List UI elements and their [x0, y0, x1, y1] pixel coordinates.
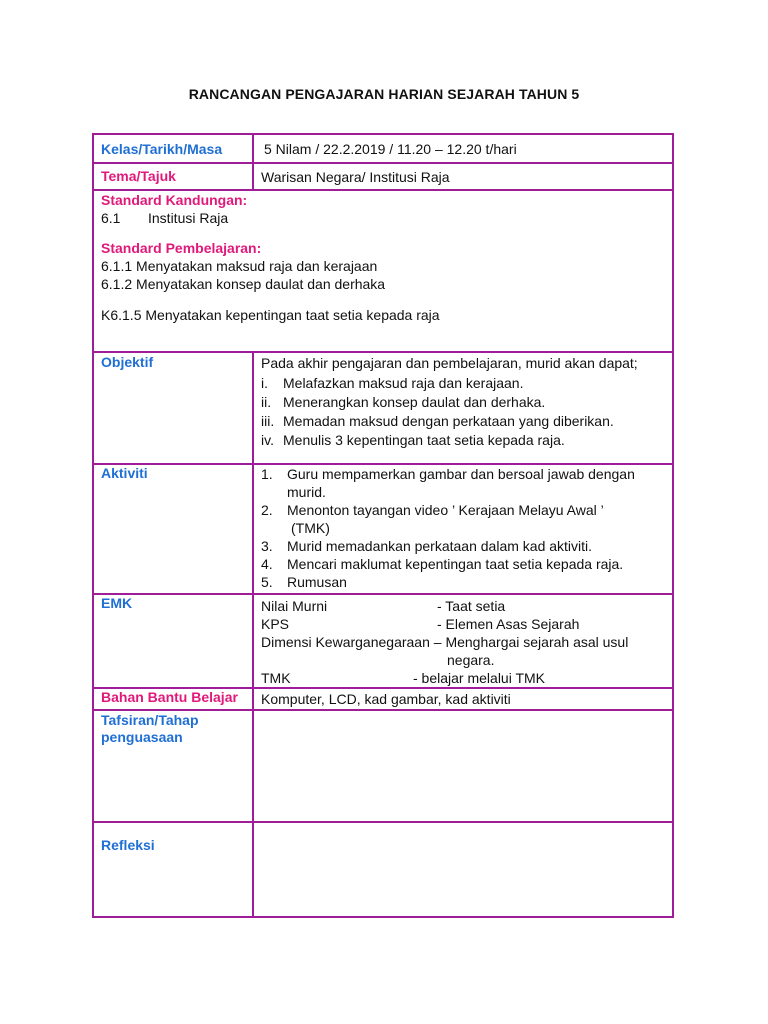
objektif-label: Objektif	[101, 354, 154, 370]
tafsiran-value-cell	[253, 710, 673, 822]
tema-value-cell	[253, 163, 673, 190]
tafsiran-value	[254, 711, 672, 716]
objektif-intro: Pada akhir pengajaran dan pembelajaran, murid akan dapat;	[261, 355, 638, 371]
emk-grid	[261, 595, 672, 633]
refleksi-label-cell	[93, 822, 253, 917]
page-title: RANCANGAN PENGAJARAN HARIAN SEJARAH TAHUN 5	[188, 86, 580, 102]
k-item: K6.1.5 Menyatakan kepentingan taat setia kepada raja	[101, 307, 440, 323]
list-item: iii. Memadan maksud dengan perkataan yang diberikan.	[261, 413, 614, 429]
objektif-value-cell	[253, 352, 673, 464]
kandungan-text: Institusi Raja	[148, 210, 229, 226]
emk-tmk-key: TMK	[261, 670, 291, 686]
row-tema	[93, 163, 673, 190]
emk-nilai-key: Nilai Murni	[261, 598, 328, 614]
aktiviti-list	[254, 465, 672, 591]
bahan-label-cell	[93, 688, 253, 710]
emk-kps-val: - Elemen Asas Sejarah	[437, 616, 580, 632]
list-item: 4. Mencari maklumat kepentingan taat setia kepada raja.	[261, 556, 624, 572]
row-emk	[93, 594, 673, 688]
kelas-value-cell	[253, 134, 673, 163]
objektif-label-cell	[93, 352, 253, 464]
emk-dimensi-cont: negara.	[447, 652, 495, 668]
aktiviti-label: Aktiviti	[101, 465, 148, 481]
refleksi-value-cell	[253, 822, 673, 917]
emk-label-cell	[93, 594, 253, 688]
bahan-value-cell	[253, 688, 673, 710]
emk-nilai-val: - Taat setia	[437, 598, 506, 614]
emk-value-cell	[253, 594, 673, 688]
emk-kps-key: KPS	[261, 616, 290, 632]
bahan-value: Komputer, LCD, kad gambar, kad aktiviti	[261, 691, 511, 707]
standard-kandungan-label: Standard Kandungan:	[101, 192, 248, 208]
row-aktiviti	[93, 464, 673, 594]
emk-label: EMK	[101, 595, 133, 611]
row-standard	[93, 190, 673, 352]
tema-label: Tema/Tajuk	[101, 168, 176, 184]
aktiviti-value-cell	[253, 464, 673, 594]
row-tafsiran	[93, 710, 673, 822]
kelas-value: 5 Nilam / 22.2.2019 / 11.20 – 12.20 t/hari	[264, 141, 517, 157]
list-item: 1. Guru mempamerkan gambar dan bersoal jawab dengan murid.	[261, 466, 635, 500]
tema-value: Warisan Negara/ Institusi Raja	[261, 169, 450, 185]
emk-dimensi: Dimensi Kewarganegaraan – Menghargai sejarah asal usul	[261, 634, 629, 650]
row-bahan	[93, 688, 673, 710]
bahan-label: Bahan Bantu Belajar	[101, 689, 238, 705]
aktiviti-label-cell	[93, 464, 253, 594]
list-item: 5. Rumusan	[261, 574, 347, 590]
kelas-label-cell	[93, 134, 253, 163]
objektif-list	[254, 374, 672, 450]
standard-kandungan-item	[101, 209, 672, 227]
lesson-plan-table	[92, 133, 674, 918]
kelas-label: Kelas/Tarikh/Masa	[101, 141, 223, 157]
tafsiran-label: Tafsiran/Tahap penguasaan	[101, 712, 199, 745]
refleksi-value	[254, 823, 672, 828]
list-item: ii. Menerangkan konsep daulat dan derhaka.	[261, 394, 546, 410]
standard-cell	[93, 190, 673, 352]
pembelajaran-item-1: 6.1.1 Menyatakan maksud raja dan kerajaan	[101, 258, 378, 274]
row-refleksi	[93, 822, 673, 917]
row-kelas	[93, 134, 673, 163]
kandungan-code: 6.1	[101, 210, 121, 226]
tafsiran-label-cell	[93, 710, 253, 822]
list-item: 3. Murid memadankan perkataan dalam kad aktiviti.	[261, 538, 593, 554]
emk-tmk-val: - belajar melalui TMK	[413, 670, 546, 686]
pembelajaran-item-2: 6.1.2 Menyatakan konsep daulat dan derhaka	[101, 276, 386, 292]
tema-label-cell	[93, 163, 253, 190]
list-item: i. Melafazkan maksud raja dan kerajaan.	[261, 375, 524, 391]
list-item: 2. Menonton tayangan video ’ Kerajaan Melayu Awal ’ (TMK)	[261, 502, 604, 536]
emk-tmk	[261, 669, 672, 687]
row-objektif	[93, 352, 673, 464]
list-item: iv. Menulis 3 kepentingan taat setia kepada raja.	[261, 432, 565, 448]
refleksi-label: Refleksi	[101, 837, 155, 853]
standard-pembelajaran-label: Standard Pembelajaran:	[101, 240, 262, 256]
